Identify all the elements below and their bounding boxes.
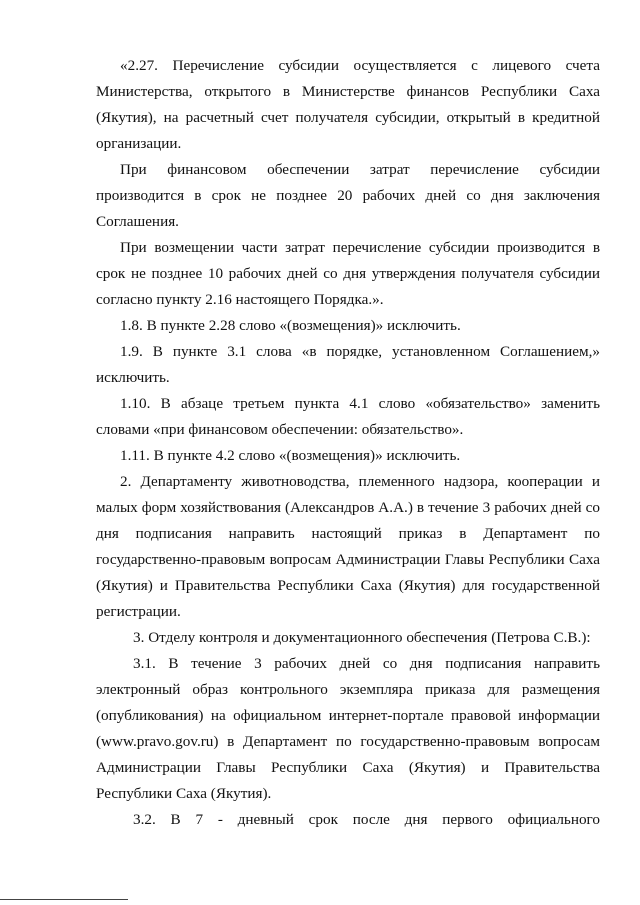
text-line: электронный образ контрольного экземпляра приказа для размещения — [96, 681, 600, 698]
text-line: Соглашения. — [96, 213, 179, 230]
text-line: 3.2. В 7 - дневный срок после дня первого официального — [133, 811, 600, 828]
text-line: 1.9. В пункте 3.1 слова «в порядке, установленном Соглашением,» — [120, 343, 600, 360]
text-line: исключить. — [96, 369, 170, 386]
text-line: (Якутия) и Правительства Республики Саха (Якутия) для государственной — [96, 577, 600, 594]
text-line: регистрации. — [96, 603, 181, 620]
text-line: При финансовом обеспечении затрат перечисление субсидии — [120, 161, 600, 178]
text-line: организации. — [96, 135, 182, 152]
text-line: словами «при финансовом обеспечении: обязательство». — [96, 421, 464, 438]
text-line: 3. Отделу контроля и документационного обеспечения (Петрова С.В.): — [133, 629, 591, 646]
text-line: «2.27. Перечисление субсидии осуществляется с лицевого счета — [120, 57, 600, 74]
text-line: производится в срок не позднее 20 рабочих дней со дня заключения — [96, 187, 600, 204]
text-line: 2. Департаменту животноводства, племенного надзора, кооперации и — [120, 473, 600, 490]
bottom-divider — [0, 899, 128, 900]
text-line: 1.10. В абзаце третьем пункта 4.1 слово «обязательство» заменить — [120, 395, 600, 412]
text-line: 1.8. В пункте 2.28 слово «(возмещения)» исключить. — [120, 317, 461, 334]
text-line: (www.pravo.gov.ru) в Департамент по государственно-правовым вопросам — [96, 733, 600, 750]
text-line: (опубликования) на официальном интернет-портале правовой информации — [96, 707, 600, 724]
text-line: Администрации Главы Республики Саха (Якутия) и Правительства — [96, 759, 600, 776]
text-line: Республики Саха (Якутия). — [96, 785, 272, 802]
text-line: (Якутия), на расчетный счет получателя субсидии, открытый в кредитной — [96, 109, 600, 126]
text-line: государственно-правовым вопросам Администрации Главы Республики Саха — [96, 551, 600, 568]
text-line: 3.1. В течение 3 рабочих дней со дня подписания направить — [133, 655, 600, 672]
text-line: дня подписания направить настоящий приказ в Департамент по — [96, 525, 600, 542]
text-line: малых форм хозяйствования (Александров А.А.) в течение 3 рабочих дней со — [96, 499, 600, 516]
text-line: 1.11. В пункте 4.2 слово «(возмещения)» исключить. — [120, 447, 461, 464]
text-line: При возмещении части затрат перечисление субсидии производится в — [120, 239, 600, 256]
text-line: Министерства, открытого в Министерстве финансов Республики Саха — [96, 83, 600, 100]
text-line: срок не позднее 10 рабочих дней со дня утверждения получателя субсидии — [96, 265, 600, 282]
text-line: согласно пункту 2.16 настоящего Порядка.». — [96, 291, 384, 308]
